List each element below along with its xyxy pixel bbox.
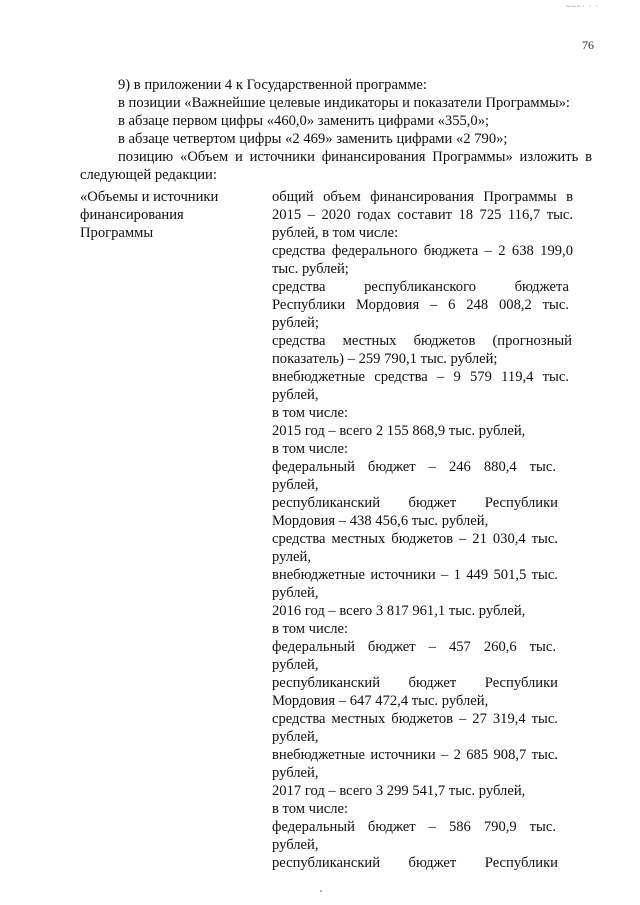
right-column-line: федеральный бюджет – 246 880,4 тыс. — [272, 459, 556, 475]
right-column-line: тыс. рублей; — [272, 261, 349, 277]
intro-line: 9) в приложении 4 к Государственной программе: — [118, 77, 427, 93]
scan-mark: ~~~· · · — [566, 2, 599, 11]
right-column-line: внебюджетные источники – 1 449 501,5 тыс. — [272, 567, 558, 583]
right-column-line: рублей, — [272, 729, 319, 745]
right-column-line: средства федерального бюджета – 2 638 199,0 — [272, 243, 573, 259]
right-column-line: 2017 год – всего 3 299 541,7 тыс. рублей, — [272, 783, 526, 799]
right-column-line: рублей, — [272, 585, 319, 601]
right-column-line: рублей, — [272, 657, 319, 673]
right-column-line: внебюджетные источники – 2 685 908,7 тыс. — [272, 747, 558, 763]
page-number: 76 — [582, 38, 594, 52]
right-column-line: 2016 год – всего 3 817 961,1 тыс. рублей, — [272, 603, 526, 619]
intro-line: в абзаце четвертом цифры «2 469» заменить цифрами «2 790»; — [118, 131, 508, 147]
right-column-line: в том числе: — [272, 801, 349, 817]
right-column-line: средства местных бюджетов – 21 030,4 тыс. — [272, 531, 558, 547]
right-column-line: средства республиканского бюджета — [272, 279, 569, 295]
right-column-line: в том числе: — [272, 441, 349, 457]
intro-line: в позиции «Важнейшие целевые индикаторы и показатели Программы»: — [118, 95, 570, 111]
left-column-line: финансирования — [80, 207, 184, 223]
intro-line: позицию «Объем и источники финансирования Программы» изложить в — [118, 149, 592, 165]
right-column-line: в том числе: — [272, 405, 349, 421]
right-column-line: рублей, — [272, 837, 319, 853]
right-column-line: Республики Мордовия – 6 248 008,2 тыс. — [272, 297, 569, 313]
intro-line: следующей редакции: — [80, 167, 217, 183]
right-column-line: средства местных бюджетов – 27 319,4 тыс. — [272, 711, 558, 727]
right-column-line: Мордовия – 438 456,6 тыс. рублей, — [272, 513, 489, 529]
right-column-line: рулей, — [272, 549, 311, 565]
right-column-line: 2015 – 2020 годах составит 18 725 116,7 тыс. — [272, 207, 573, 223]
right-column-line: Мордовия – 647 472,4 тыс. рублей, — [272, 693, 489, 709]
right-column-line: 2015 год – всего 2 155 868,9 тыс. рублей, — [272, 423, 526, 439]
left-column-line: Программы — [80, 225, 154, 241]
scan-dot — [320, 890, 322, 892]
right-column-line: федеральный бюджет – 586 790,9 тыс. — [272, 819, 556, 835]
right-column-line: в том числе: — [272, 621, 349, 637]
right-column-line: рублей, — [272, 387, 319, 403]
right-column-line: республиканский бюджет Республики — [272, 855, 558, 871]
right-column-line: средства местных бюджетов (прогнозный — [272, 333, 572, 349]
right-column-line: федеральный бюджет – 457 260,6 тыс. — [272, 639, 556, 655]
right-column-line: рублей; — [272, 315, 319, 331]
right-column-line: рублей, в том числе: — [272, 225, 399, 241]
right-column-line: общий объем финансирования Программы в — [272, 189, 573, 205]
left-column-line: «Объемы и источники — [80, 189, 219, 205]
right-column-line: показатель) – 259 790,1 тыс. рублей; — [272, 351, 498, 367]
right-column-line: рублей, — [272, 765, 319, 781]
right-column-line: рублей, — [272, 477, 319, 493]
right-column-line: внебюджетные средства – 9 579 119,4 тыс. — [272, 369, 569, 385]
right-column-line: республиканский бюджет Республики — [272, 495, 558, 511]
intro-line: в абзаце первом цифры «460,0» заменить цифрами «355,0»; — [118, 113, 490, 129]
right-column-line: республиканский бюджет Республики — [272, 675, 558, 691]
